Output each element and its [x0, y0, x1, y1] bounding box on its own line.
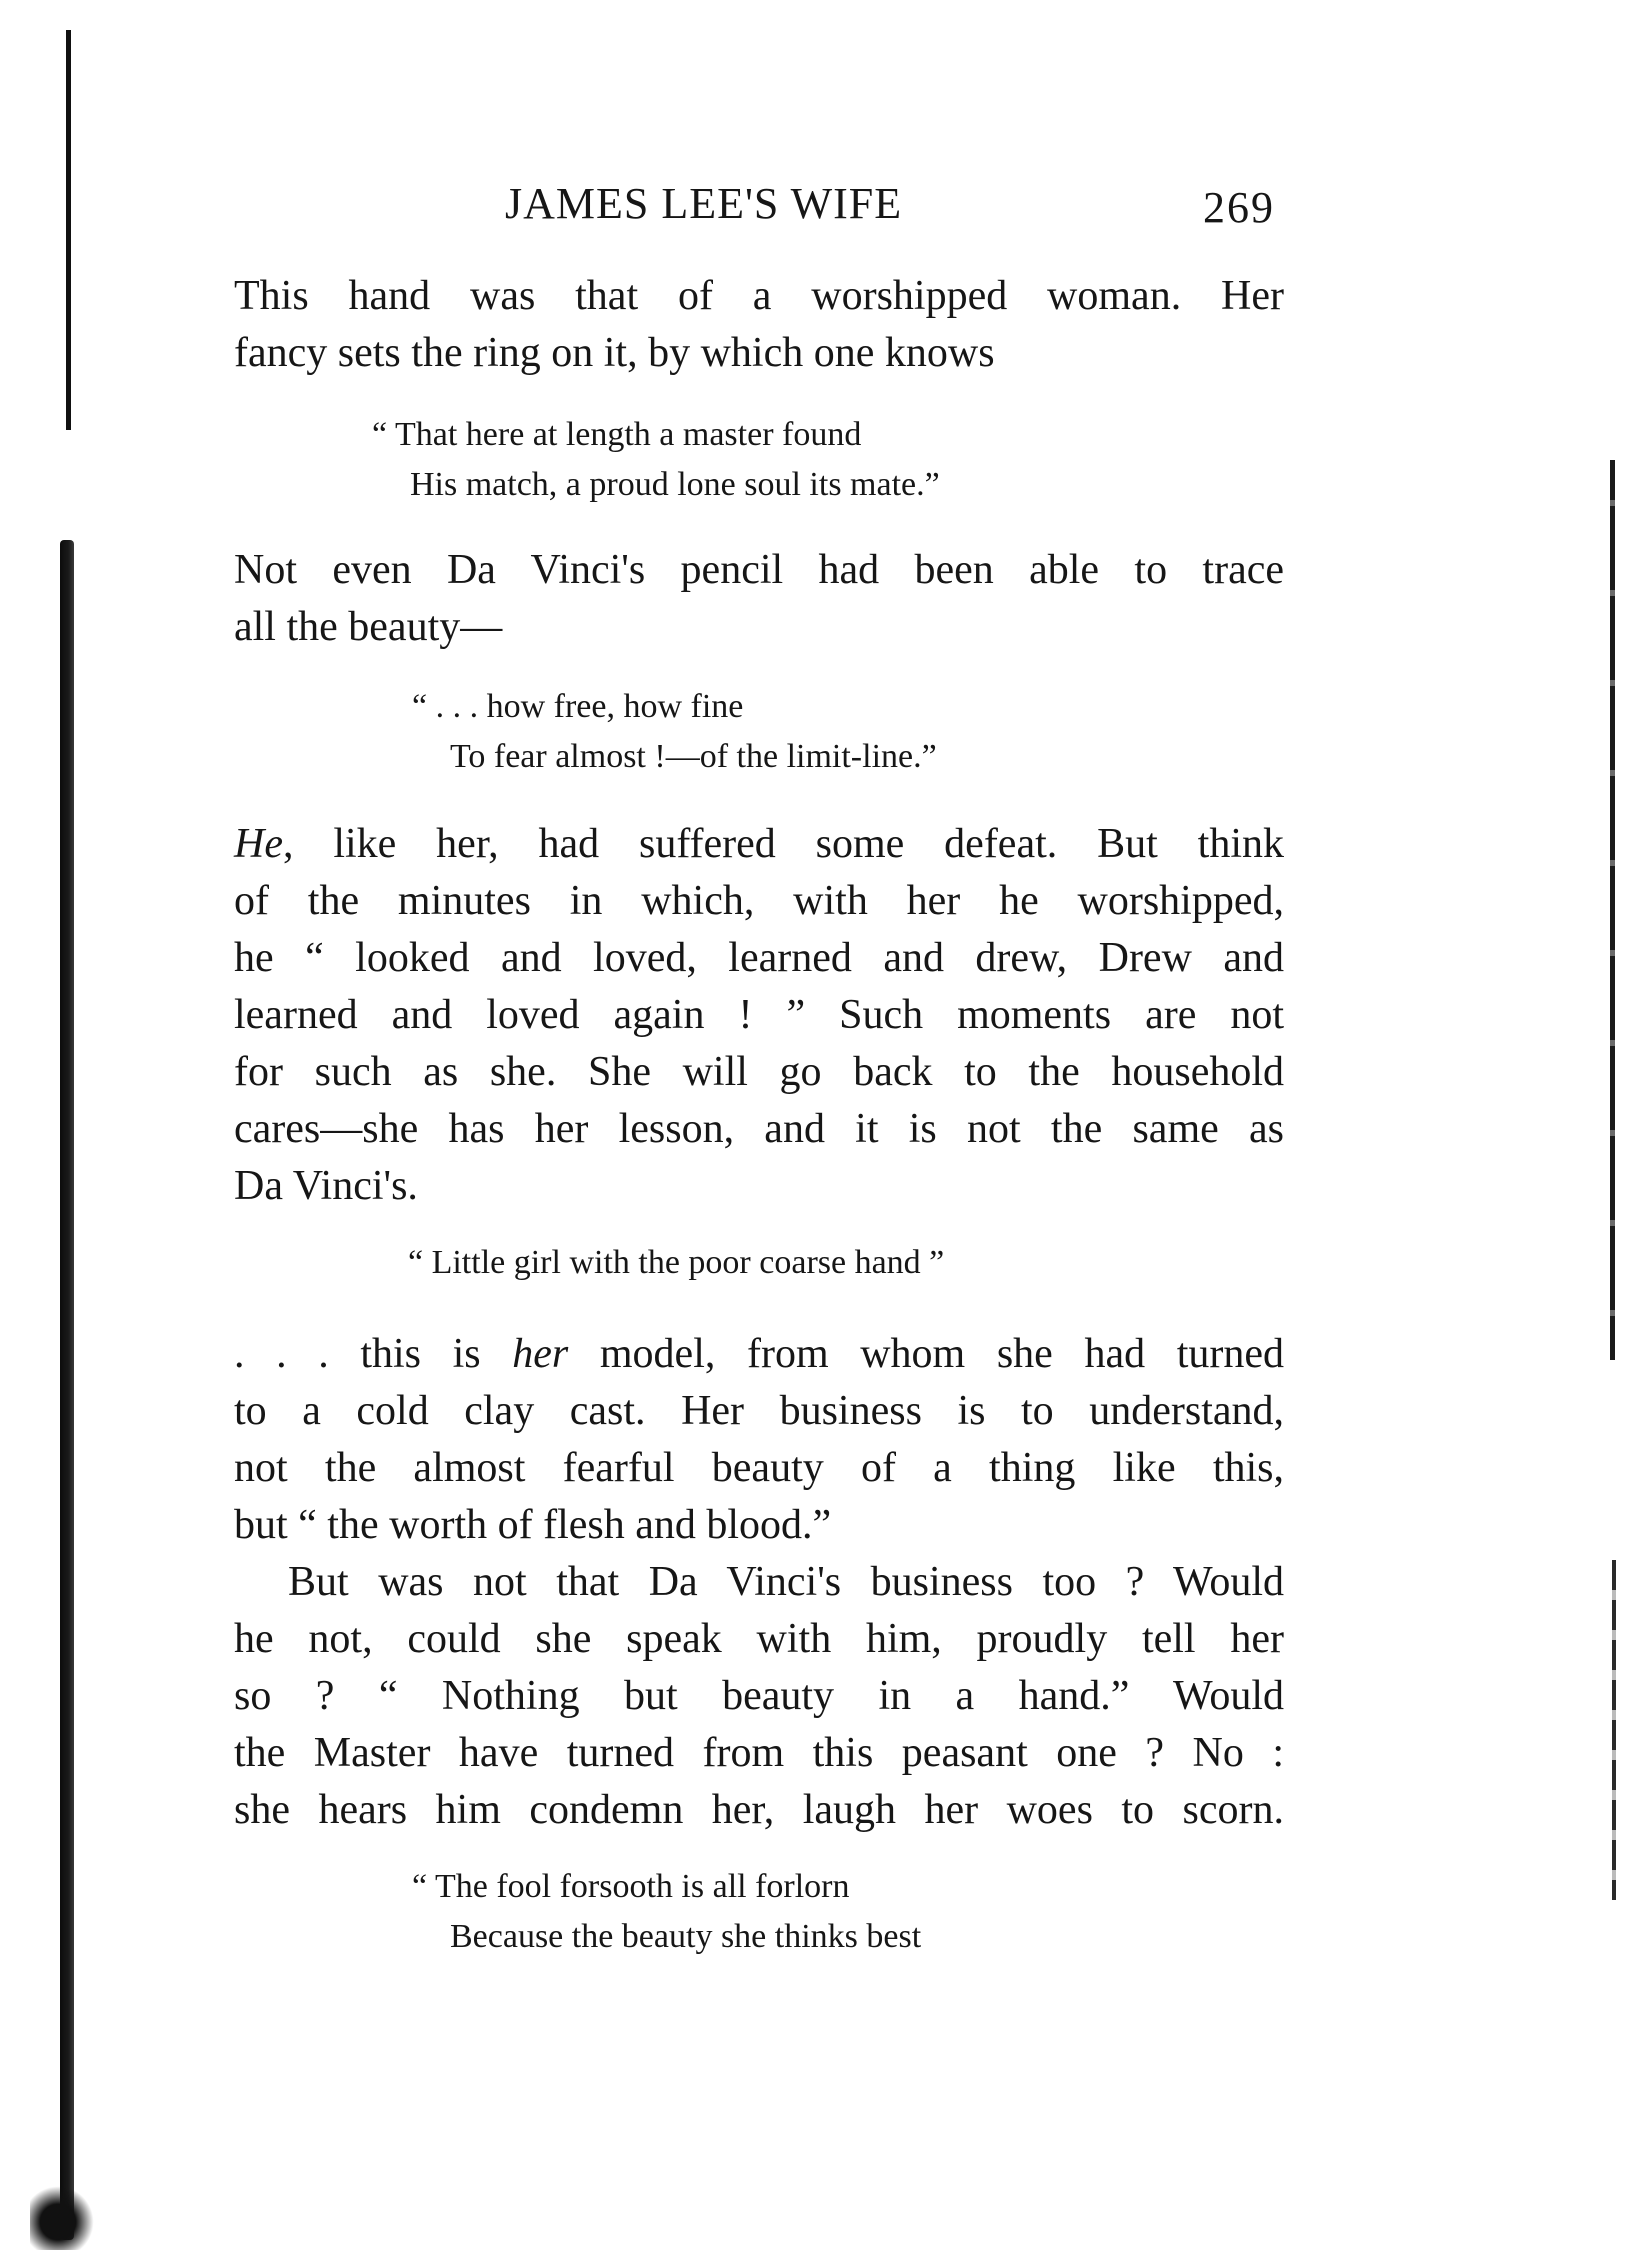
- running-header: JAMES LEE'S WIFE: [505, 179, 903, 228]
- verse-quote-1: [372, 410, 940, 510]
- scan-edge-smudge: [30, 2180, 100, 2250]
- verse-line: His match, a proud lone soul its mate.”: [410, 466, 940, 503]
- p3-line-3: he “ looked and loved, learned and drew, Drew and: [234, 935, 1284, 981]
- p3-line-4: learned and loved again ! ” Such moments are not: [234, 992, 1284, 1038]
- verse-quote-3: [408, 1238, 944, 1288]
- p5-line-5: she hears him condemn her, laugh her woes to scorn.: [234, 1787, 1284, 1833]
- p3-line-5: for such as she. She will go back to the household: [234, 1049, 1284, 1095]
- p2-line-2: all the beauty—: [234, 604, 503, 650]
- p5-line-1: But was not that Da Vinci's business too ? Would: [288, 1559, 1284, 1605]
- p2-line-1: Not even Da Vinci's pencil had been able to trace: [234, 547, 1284, 593]
- page-number: 269: [1203, 183, 1275, 232]
- verse-quote-4: [412, 1862, 921, 1962]
- scan-edge-shadow-top: [66, 30, 71, 430]
- verse-line: “ . . . how free, how fine: [412, 688, 744, 725]
- p4-line-3: not the almost fearful beauty of a thing like this,: [234, 1445, 1284, 1491]
- p5-line-4: the Master have turned from this peasant one ? No :: [234, 1730, 1284, 1776]
- p5-line-3: so ? “ Nothing but beauty in a hand.” Would: [234, 1673, 1284, 1719]
- p1-line-2: fancy sets the ring on it, by which one knows: [234, 330, 995, 376]
- emphasis: her: [512, 1331, 569, 1377]
- p4-line-2: to a cold clay cast. Her business is to understand,: [234, 1388, 1284, 1434]
- emphasis: He: [234, 821, 283, 867]
- verse-quote-2: [412, 682, 937, 782]
- p5-line-2: he not, could she speak with him, proudly tell her: [234, 1616, 1284, 1662]
- verse-line: Because the beauty she thinks best: [450, 1918, 922, 1955]
- p4-line-1-post: model, from whom she had turned: [568, 1331, 1284, 1377]
- scan-edge-shadow-left: [60, 540, 74, 2240]
- p3-line-2: of the minutes in which, with her he worshipped,: [234, 878, 1284, 924]
- verse-line: To fear almost !—of the limit-line.”: [450, 738, 937, 775]
- p4-line-1-pre: . . . this is: [234, 1331, 513, 1377]
- p1-line-1: This hand was that of a worshipped woman. Her: [234, 273, 1284, 319]
- p3-line-6: cares—she has her lesson, and it is not the same as: [234, 1106, 1284, 1152]
- verse-line: “ That here at length a master found: [372, 416, 862, 453]
- verse-line: “ The fool forsooth is all forlorn: [412, 1868, 850, 1905]
- p3-line-7: Da Vinci's.: [234, 1163, 418, 1209]
- scan-edge-shadow-right: [1610, 460, 1615, 1360]
- p3-line-1: [234, 816, 1284, 873]
- verse-line: “ Little girl with the poor coarse hand ”: [408, 1244, 945, 1281]
- p4-line-1: [234, 1326, 1284, 1383]
- p3-line-1-rest: , like her, had suffered some defeat. But think: [282, 821, 1284, 867]
- scan-edge-shadow-right-lower: [1612, 1560, 1616, 1900]
- p4-line-4: but “ the worth of flesh and blood.”: [234, 1502, 832, 1548]
